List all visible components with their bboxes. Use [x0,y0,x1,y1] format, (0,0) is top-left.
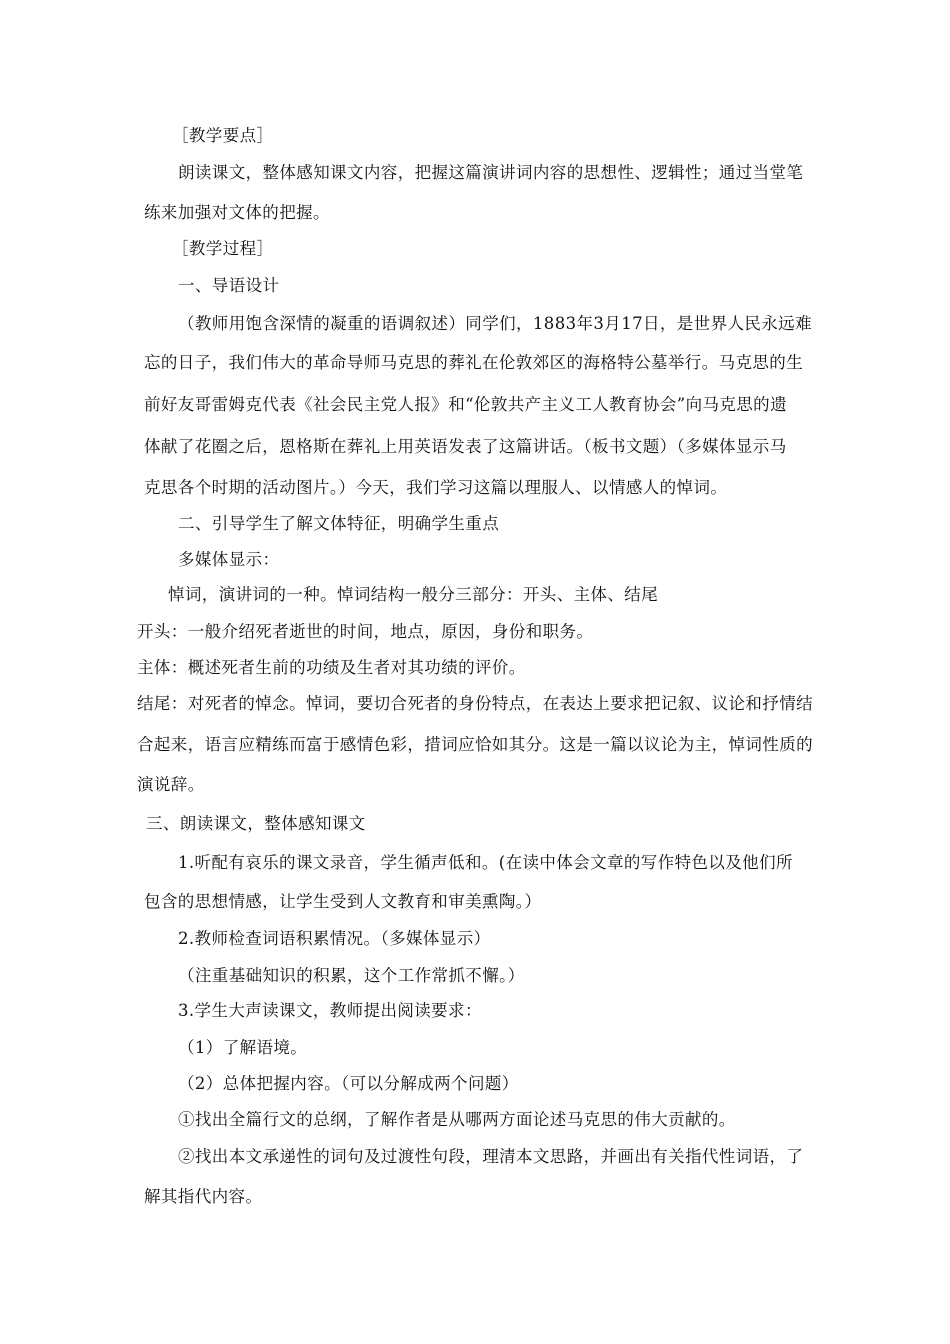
list-item: （2）总体把握内容。（可以分解成两个问题） [178,1074,519,1093]
paragraph-line: （教师用饱含深情的凝重的语调叙述）同学们，1883年3月17日，是世界人民永远难 [178,314,812,333]
paragraph-line: 前好友哥雷姆克代表《社会民主党人报》和“伦敦共产主义工人教育协会”向马克思的遗 [144,395,787,414]
list-item: ②找出本文承递性的词句及过渡性句段，理清本文思路，并画出有关指代性词语，了 [178,1147,804,1166]
paragraph-line: 悼词，演讲词的一种。悼词结构一般分三部分：开头、主体、结尾 [168,585,659,604]
paragraph-line: 忘的日子，我们伟大的革命导师马克思的葬礼在伦敦郊区的海格特公墓举行。马克思的生 [144,353,804,372]
paragraph-line: 解其指代内容。 [144,1187,263,1206]
paragraph-line: 朗读课文，整体感知课文内容，把握这篇演讲词内容的思想性、逻辑性；通过当堂笔 [178,163,804,182]
paragraph-line: 主体：概述死者生前的功绩及生者对其功绩的评价。 [137,658,526,677]
paragraph-line: 包含的思想情感，让学生受到人文教育和审美熏陶。） [144,892,542,911]
paragraph-line: 多媒体显示： [178,550,280,569]
paragraph-line: 合起来，语言应精练而富于感情色彩，措词应恰如其分。这是一篇以议论为主，悼词性质的 [137,735,813,754]
list-item: ①找出全篇行文的总纲，了解作者是从哪两方面论述马克思的伟大贡献的。 [178,1110,736,1129]
paragraph-line: 结尾：对死者的悼念。悼词，要切合死者的身份特点，在表达上要求把记叙、议论和抒情结 [137,694,813,713]
paragraph-line: 3.学生大声读课文，教师提出阅读要求： [178,1001,482,1020]
heading-teaching-process: ［教学过程］ [172,239,274,258]
section-heading-1: 一、导语设计 [178,276,280,295]
paragraph-line: 1.听配有哀乐的课文录音，学生循声低和。(在读中体会文章的写作特色以及他们所 [178,853,793,872]
section-heading-3: 三、朗读课文，整体感知课文 [146,814,366,833]
paragraph-line: 演说辞。 [137,775,205,794]
paragraph-line: 体献了花圈之后，恩格斯在葬礼上用英语发表了这篇讲话。（板书文题）（多媒体显示马 [144,437,787,456]
paragraph-line: （注重基础知识的积累，这个工作常抓不懈。） [178,966,525,985]
section-heading-2: 二、引导学生了解文体特征，明确学生重点 [178,514,500,533]
paragraph-line: 开头：一般介绍死者逝世的时间，地点，原因，身份和职务。 [137,622,594,641]
list-item: （1）了解语境。 [178,1038,308,1057]
heading-teaching-points: ［教学要点］ [172,126,274,145]
paragraph-line: 练来加强对文体的把握。 [144,203,330,222]
paragraph-line: 2.教师检查词语积累情况。（多媒体显示） [178,929,491,948]
paragraph-line: 克思各个时期的活动图片。）今天，我们学习这篇以理服人、以情感人的悼词。 [144,478,728,497]
